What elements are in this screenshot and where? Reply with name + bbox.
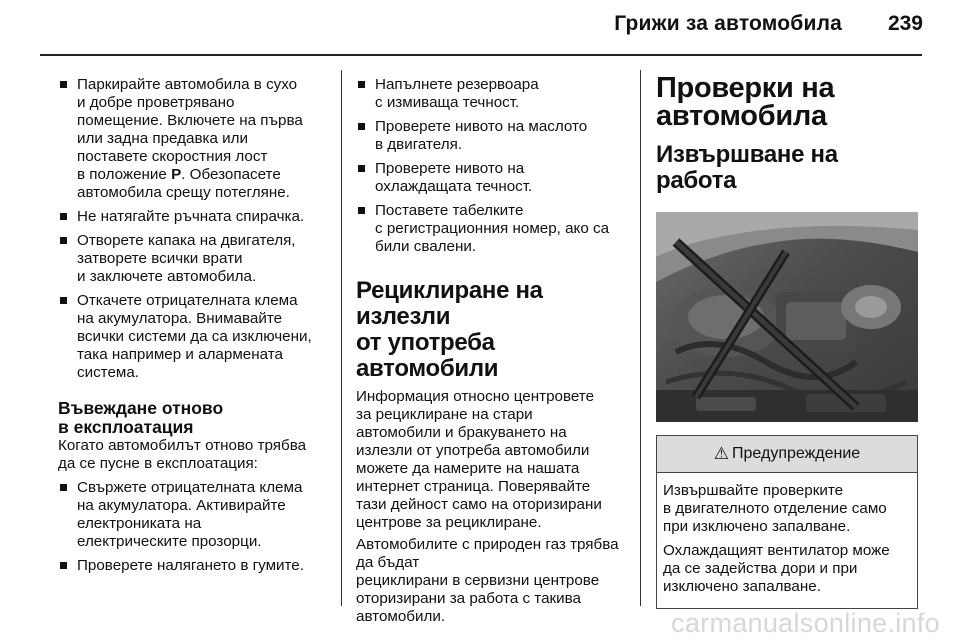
storage-steps-list [58,76,330,382]
warning-paragraph-1: Извършвайте проверките в двигателното отделение само при изключено запалване. [663,482,887,535]
section-heading-recommission: Въвеждане отново в експлоатация [58,398,224,437]
warning-body [657,473,917,608]
section-subtitle-performing-work: Извършване на работа [656,141,838,194]
recommission-steps-list [58,479,330,575]
recommission-steps-continued [356,76,628,256]
header-divider [40,54,922,56]
section-heading-recycling: Рециклиране на излезли от употреба автомобили [356,277,543,382]
list-item: Не натягайте ръчната спирачка. [58,208,330,226]
gear-position-label: P [171,166,182,183]
list-item: Проверете налягането в гумите. [58,557,330,575]
warning-triangle-icon: ⚠ [713,444,730,463]
list-item: Проверете нивото на маслото в двигателя. [356,118,628,154]
warning-header [657,436,917,473]
site-watermark: carmanualsonline.info [671,608,940,638]
list-item: Откачете отрицателната клема на акумулатора. Внимавайте всички системи да са изключени, така например и алармената система. [58,292,330,382]
column-divider-1 [341,70,342,606]
warning-heading: Предупреждение [732,445,861,462]
section-intro: Когато автомобилът отново трябва да се пусне в експлоатация: [58,437,307,472]
list-item: Напълнете резервоара с измиваща течност. [356,76,628,112]
section-title-vehicle-checks: Проверки на автомобила [656,72,835,132]
column-divider-2 [640,70,641,606]
list-item: Поставете табелките с регистрационния номер, ако са били свалени. [356,202,628,256]
list-item: Отворете капака на двигателя, затворете всички врати и заключете автомобила. [58,232,330,286]
header-title: Грижи за автомобила [614,12,842,35]
middle-column [356,76,628,630]
right-column [656,74,924,609]
warning-box [656,435,918,609]
list-item: Свържете отрицателната клема на акумулатора. Активирайте електрониката на електрическите прозорци. [58,479,330,551]
page-number: 239 [887,12,923,35]
list-item: Паркирайте автомобила в сухо и добре проветрявано помещение. Включете на първа или задна предавка или поставете скоростния лост в положение P. Обезопасете автомобила срещу потегляне. [58,76,330,202]
recycling-paragraph-2: Автомобилите с природен газ трябва да бъдат рециклирани в сервизни центрове оторизирани за работа с такива автомобили. [356,536,619,625]
list-item: Проверете нивото на охлаждащата течност. [356,160,628,196]
left-column [58,76,330,581]
recycling-paragraph-1: Информация относно центровете за рециклиране на стари автомобили и бракуването на излезли от употреба автомобили можете да намерите на нашата интернет страница. Поверявайте тази дейност само на оторизирани центрове за рециклиране. [356,388,602,531]
warning-paragraph-2: Охлаждащият вентилатор може да се задейства дори и при изключено запалване. [663,542,890,595]
engine-bay-photo [656,212,918,422]
engine-bay-illustration [656,212,918,422]
